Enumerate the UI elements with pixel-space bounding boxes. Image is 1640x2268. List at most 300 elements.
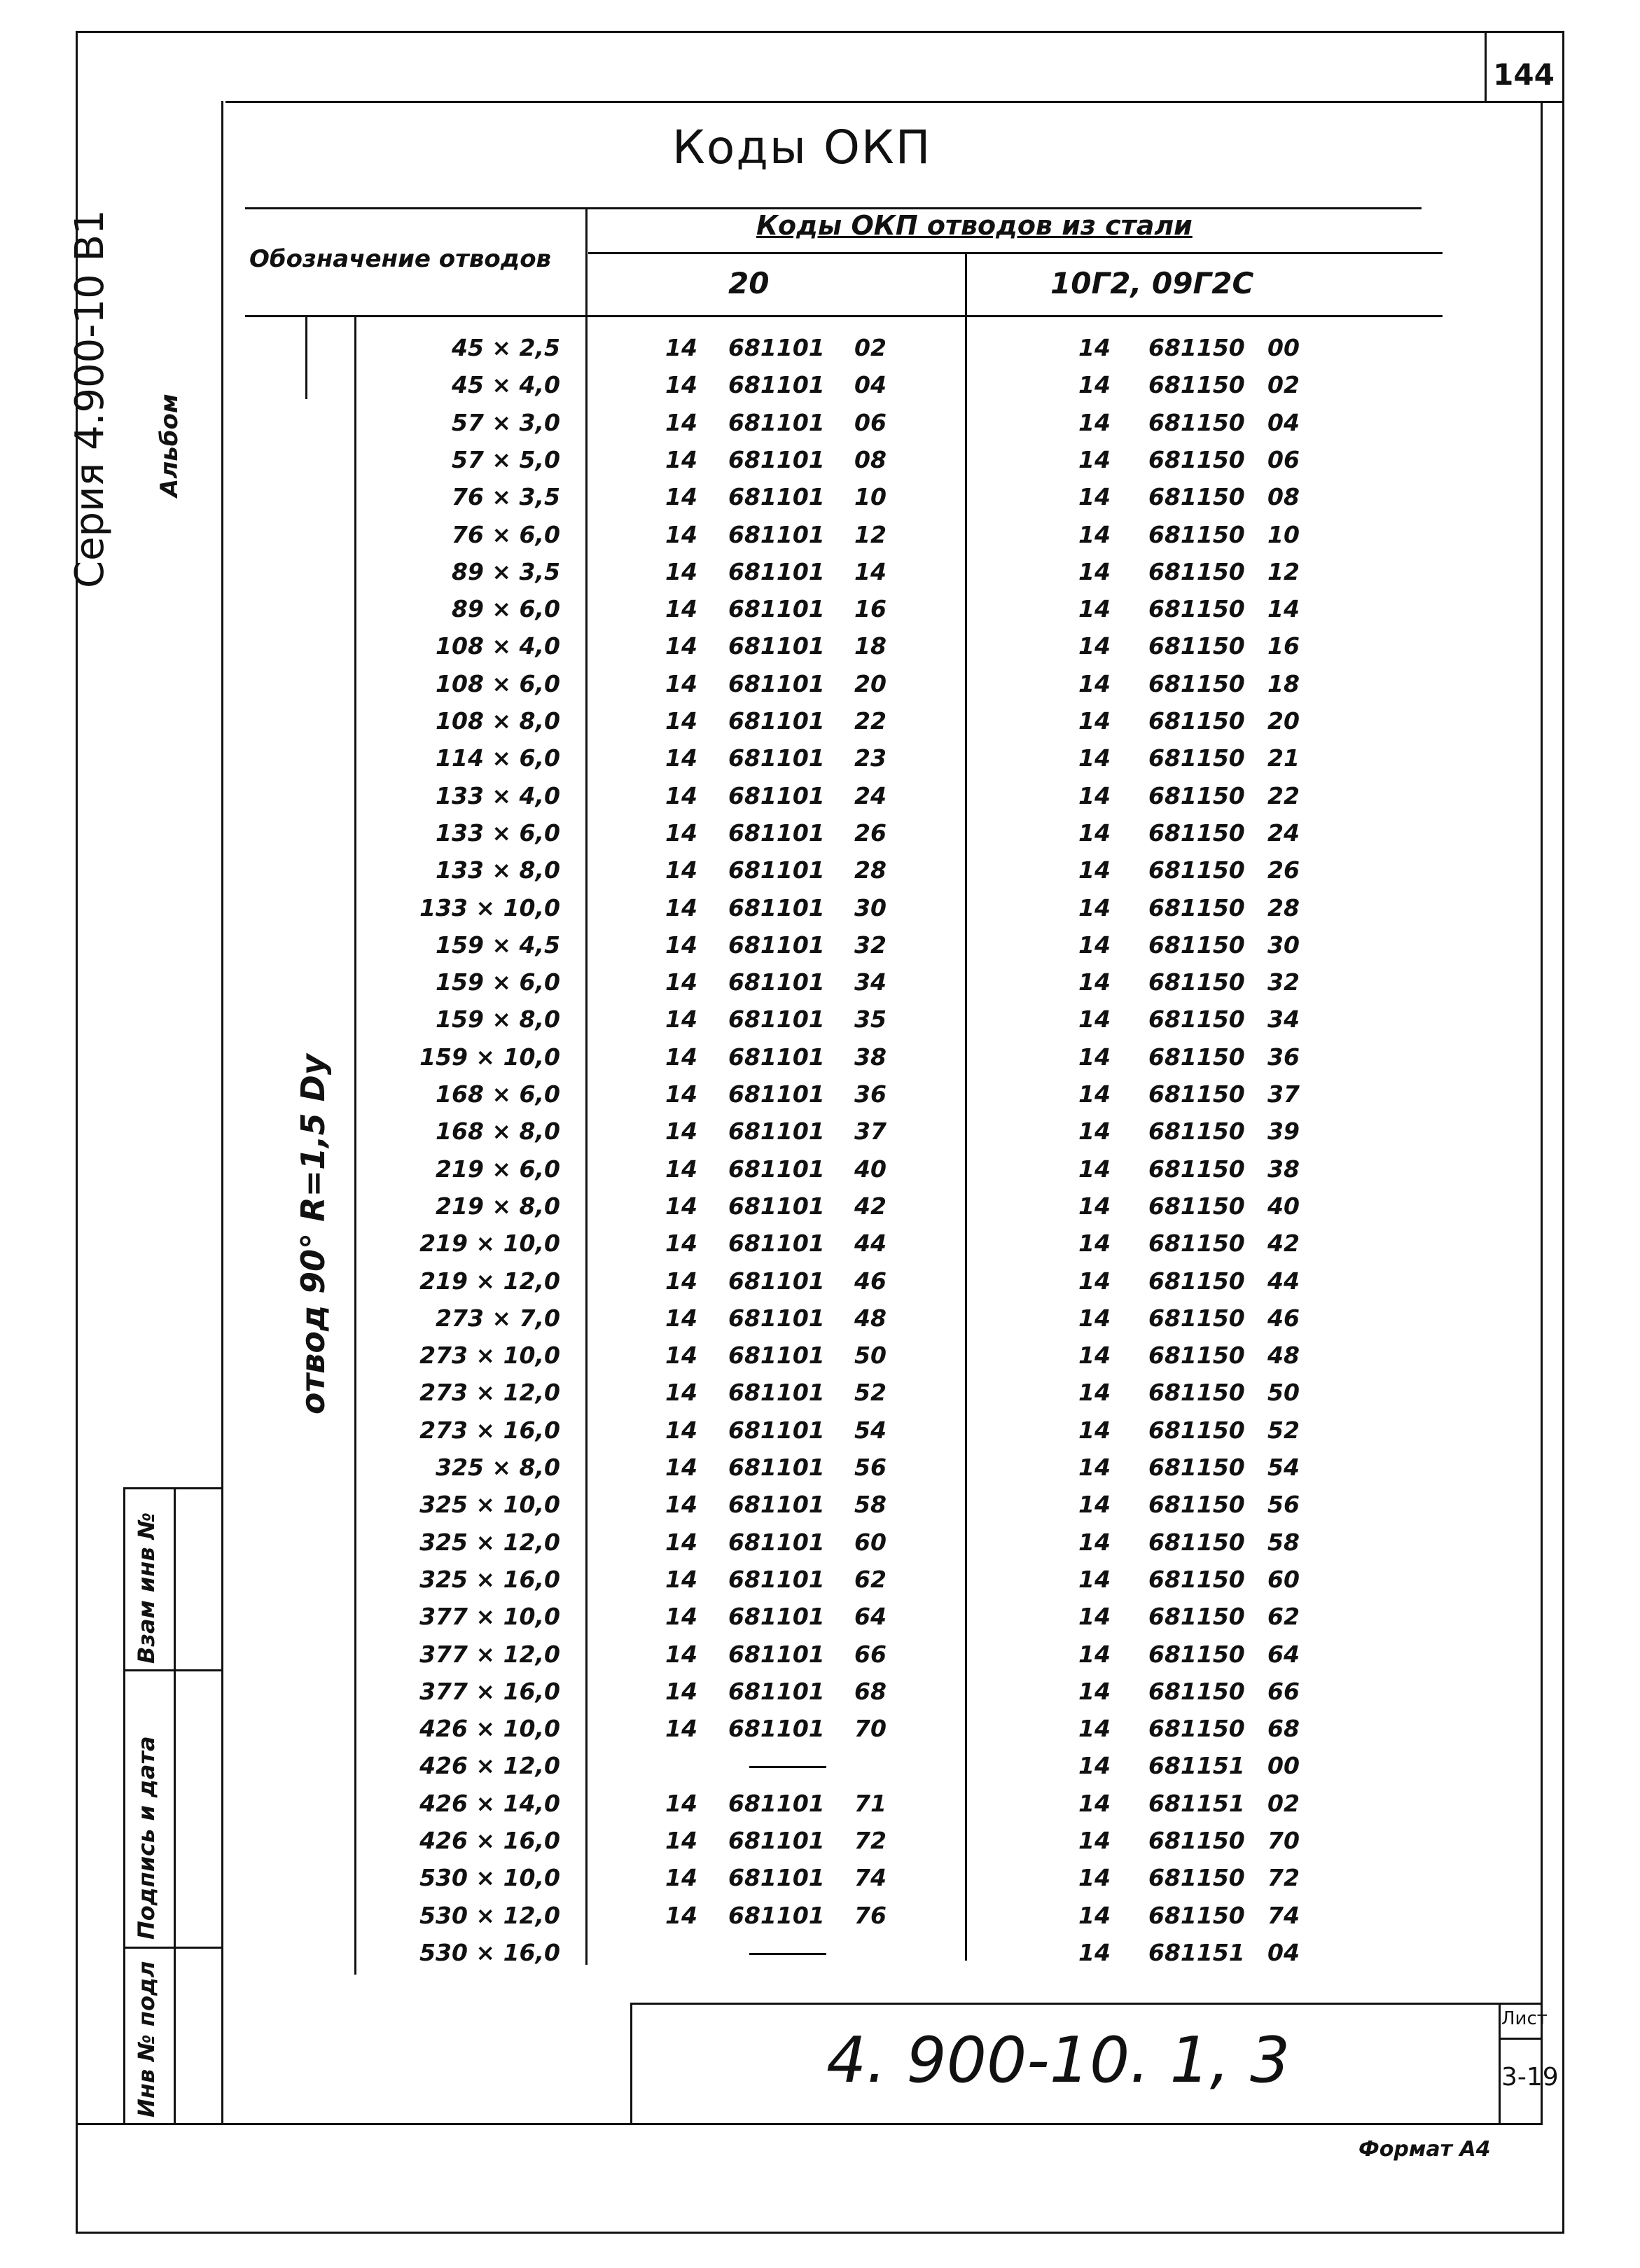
code-10g2-part: 681150 — [1148, 893, 1245, 921]
code-20-part: 14 — [665, 483, 697, 511]
code-10g2-part: 34 — [1267, 1006, 1300, 1034]
code-10g2-part: 20 — [1267, 707, 1300, 735]
table-row — [0, 739, 1471, 777]
code-20-part: 681101 — [728, 781, 825, 809]
table-row — [0, 1150, 1471, 1188]
code-10g2-part: 14 — [1078, 819, 1111, 847]
code-10g2-part: 39 — [1267, 1118, 1300, 1146]
designation-cell: 108 × 8,0 — [436, 707, 560, 735]
code-20-part: 10 — [854, 483, 887, 511]
code-10g2-part: 681150 — [1148, 1827, 1245, 1854]
code-10g2-part: 32 — [1267, 968, 1300, 996]
code-20-part: 681101 — [728, 595, 825, 623]
designation-cell: 426 × 14,0 — [419, 1789, 560, 1817]
designation-cell: 325 × 10,0 — [419, 1491, 560, 1519]
code-10g2-part: 14 — [1078, 1715, 1111, 1743]
doc-code: 4. 900-10. 1, 3 — [826, 2024, 1291, 2097]
code-10g2-part: 14 — [1078, 1080, 1111, 1108]
code-20-part: 14 — [665, 819, 697, 847]
code-10g2-part: 14 — [1078, 744, 1111, 772]
code-20-part: 23 — [854, 744, 887, 772]
designation-cell: 377 × 12,0 — [419, 1640, 560, 1668]
code-10g2-part: 681150 — [1148, 1304, 1245, 1332]
code-10g2-part: 681150 — [1148, 1901, 1245, 1929]
designation-cell: 377 × 10,0 — [419, 1603, 560, 1631]
table-row — [0, 1300, 1471, 1337]
designation-cell: 45 × 4,0 — [451, 371, 560, 399]
code-20-part: 14 — [665, 744, 697, 772]
code-20-part: 14 — [665, 1491, 697, 1519]
code-20-part: 681101 — [728, 856, 825, 884]
designation-cell: 273 × 16,0 — [419, 1416, 560, 1444]
code-20-part: 14 — [665, 1342, 697, 1370]
table-row — [0, 404, 1471, 441]
code-20-part: 681101 — [728, 819, 825, 847]
code-10g2-part: 14 — [1078, 1528, 1111, 1556]
table-row — [0, 926, 1471, 963]
code-10g2-part: 681150 — [1148, 744, 1245, 772]
designation-cell: 108 × 4,0 — [436, 632, 560, 660]
code-20-part: 16 — [854, 595, 887, 623]
designation-cell: 159 × 10,0 — [419, 1043, 560, 1071]
code-10g2-part: 681150 — [1148, 1565, 1245, 1593]
code-20-part: 28 — [854, 856, 887, 884]
code-20-part: 681101 — [728, 632, 825, 660]
code-10g2-part: 681150 — [1148, 1342, 1245, 1370]
code-10g2-part: 21 — [1267, 744, 1300, 772]
code-10g2-part: 14 — [1078, 781, 1111, 809]
code-20-part: 24 — [854, 781, 887, 809]
table-row — [0, 627, 1471, 665]
code-10g2-part: 681151 — [1148, 1938, 1245, 1966]
code-20-part: 681101 — [728, 931, 825, 959]
designation-cell: 530 × 10,0 — [419, 1864, 560, 1892]
code-20-part: 14 — [665, 1603, 697, 1631]
code-10g2-part: 681151 — [1148, 1752, 1245, 1780]
code-10g2-part: 37 — [1267, 1080, 1300, 1108]
code-20-part: 14 — [665, 1454, 697, 1481]
code-10g2-part: 681150 — [1148, 931, 1245, 959]
code-10g2-part: 00 — [1267, 334, 1300, 361]
code-20-part: 08 — [854, 445, 887, 473]
code-20-part: 681101 — [728, 334, 825, 361]
code-20-part: 70 — [854, 1715, 887, 1743]
title-block-top — [630, 2003, 1541, 2005]
code-20-part: 14 — [665, 1565, 697, 1593]
code-20-part: 54 — [854, 1416, 887, 1444]
header-top-line — [245, 207, 1422, 209]
code-20-part: 14 — [665, 408, 697, 436]
code-20-part: 14 — [665, 445, 697, 473]
code-10g2-part: 14 — [1078, 1043, 1111, 1071]
code-20-part: 681101 — [728, 520, 825, 548]
code-10g2-part: 681150 — [1148, 1379, 1245, 1407]
code-20-part: 30 — [854, 893, 887, 921]
code-20-part: 14 — [665, 1192, 697, 1220]
code-10g2-part: 24 — [1267, 819, 1300, 847]
code-20-part: 14 — [665, 1006, 697, 1034]
code-20-part: 681101 — [728, 893, 825, 921]
code-10g2-part: 14 — [1078, 1603, 1111, 1631]
code-10g2-part: 14 — [1078, 1118, 1111, 1146]
code-10g2-part: 681150 — [1148, 781, 1245, 809]
table-row — [0, 553, 1471, 590]
table-row — [0, 889, 1471, 926]
designation-cell: 325 × 8,0 — [436, 1454, 560, 1481]
steel-20-header: 20 — [728, 266, 770, 300]
code-10g2-part: 14 — [1267, 595, 1300, 623]
code-10g2-part: 66 — [1267, 1677, 1300, 1705]
designation-cell: 76 × 3,5 — [451, 483, 560, 511]
code-10g2-part: 14 — [1078, 1155, 1111, 1183]
code-10g2-part: 14 — [1078, 669, 1111, 697]
code-10g2-part: 16 — [1267, 632, 1300, 660]
code-20-part: 14 — [665, 669, 697, 697]
designation-cell: 325 × 12,0 — [419, 1528, 560, 1556]
code-20-part: 14 — [665, 893, 697, 921]
code-10g2-part: 00 — [1267, 1752, 1300, 1780]
designation-cell: 89 × 6,0 — [451, 595, 560, 623]
replace-inv-label: Взам инв № — [133, 1512, 160, 1664]
code-20-part: 14 — [665, 1901, 697, 1929]
code-10g2-part: 681150 — [1148, 1118, 1245, 1146]
code-10g2-part: 14 — [1078, 1640, 1111, 1668]
designation-cell: 133 × 8,0 — [436, 856, 560, 884]
code-20-part: 14 — [665, 781, 697, 809]
code-10g2-part: 58 — [1267, 1528, 1300, 1556]
code-10g2-part: 70 — [1267, 1827, 1300, 1854]
code-20-part: 36 — [854, 1080, 887, 1108]
code-10g2-part: 40 — [1267, 1192, 1300, 1220]
code-10g2-part: 681150 — [1148, 1080, 1245, 1108]
code-10g2-part: 14 — [1078, 1454, 1111, 1481]
code-10g2-part: 681150 — [1148, 1192, 1245, 1220]
table-row — [0, 1038, 1471, 1076]
code-10g2-part: 22 — [1267, 781, 1300, 809]
code-10g2-part: 48 — [1267, 1342, 1300, 1370]
designation-cell: 168 × 6,0 — [436, 1080, 560, 1108]
code-20-part: 14 — [665, 968, 697, 996]
designation-cell: 530 × 16,0 — [419, 1938, 560, 1966]
code-20-part: 14 — [665, 557, 697, 585]
code-10g2-part: 28 — [1267, 893, 1300, 921]
code-10g2-part: 14 — [1078, 893, 1111, 921]
code-20-part: 681101 — [728, 1342, 825, 1370]
code-10g2-part: 681151 — [1148, 1789, 1245, 1817]
code-10g2-part: 681150 — [1148, 483, 1245, 511]
table-row — [0, 516, 1471, 553]
code-10g2-part: 14 — [1078, 595, 1111, 623]
designation-cell: 159 × 6,0 — [436, 968, 560, 996]
code-20-part: 76 — [854, 1901, 887, 1929]
inv-orig-label: Инв № подл — [133, 1961, 160, 2117]
code-20-part: 40 — [854, 1155, 887, 1183]
code-10g2-part: 681150 — [1148, 819, 1245, 847]
code-20-part: 14 — [665, 371, 697, 399]
designation-cell: 219 × 6,0 — [436, 1155, 560, 1183]
code-20-part: 14 — [665, 1640, 697, 1668]
code-10g2-part: 14 — [1078, 557, 1111, 585]
code-20-part: 71 — [854, 1789, 887, 1817]
code-20-part: 681101 — [728, 1080, 825, 1108]
code-20-part: 14 — [665, 595, 697, 623]
code-10g2-part: 14 — [1078, 1304, 1111, 1332]
code-20-part: 14 — [665, 1304, 697, 1332]
code-20-part: 14 — [665, 1677, 697, 1705]
code-10g2-part: 04 — [1267, 1938, 1300, 1966]
code-10g2-part: 681150 — [1148, 1603, 1245, 1631]
code-20-part: 66 — [854, 1640, 887, 1668]
code-20-part: 06 — [854, 408, 887, 436]
code-20-part: 14 — [665, 1827, 697, 1854]
table-row — [0, 329, 1471, 366]
code-10g2-part: 14 — [1078, 408, 1111, 436]
designation-header: Обозначение отводов — [249, 245, 552, 273]
code-20-part: 14 — [665, 1715, 697, 1743]
sign-date-label: Подпись и дата — [133, 1736, 160, 1940]
code-10g2-part: 681150 — [1148, 408, 1245, 436]
code-20-part: 14 — [665, 1155, 697, 1183]
code-20-part: 681101 — [728, 1789, 825, 1817]
table-row — [0, 366, 1471, 403]
code-20-part: 35 — [854, 1006, 887, 1034]
code-20-part: 681101 — [728, 1006, 825, 1034]
code-20-part: 681101 — [728, 1043, 825, 1071]
designation-cell: 159 × 8,0 — [436, 1006, 560, 1034]
code-10g2-part: 14 — [1078, 1827, 1111, 1854]
code-10g2-part: 74 — [1267, 1901, 1300, 1929]
code-10g2-part: 52 — [1267, 1416, 1300, 1444]
series-label: Серия 4.900-10 В1 — [67, 209, 113, 588]
code-20-part: 681101 — [728, 557, 825, 585]
code-10g2-part: 681150 — [1148, 1155, 1245, 1183]
designation-cell: 57 × 5,0 — [451, 445, 560, 473]
designation-cell: 377 × 16,0 — [419, 1677, 560, 1705]
inner-frame-right — [1541, 101, 1543, 2124]
code-10g2-part: 02 — [1267, 1789, 1300, 1817]
code-10g2-part: 36 — [1267, 1043, 1300, 1071]
sheet-label: Лист — [1501, 2008, 1548, 2029]
code-10g2-part: 14 — [1078, 483, 1111, 511]
table-row — [0, 777, 1471, 814]
code-20-part: 681101 — [728, 1416, 825, 1444]
code-20-part: 18 — [854, 632, 887, 660]
code-20-part: 14 — [665, 1379, 697, 1407]
code-10g2-part: 14 — [1078, 1342, 1111, 1370]
code-10g2-part: 14 — [1078, 1752, 1111, 1780]
code-20-part: 42 — [854, 1192, 887, 1220]
designation-cell: 133 × 6,0 — [436, 819, 560, 847]
code-20-part: 681101 — [728, 1528, 825, 1556]
page-title: Коды ОКП — [672, 120, 932, 174]
code-20-part: 52 — [854, 1379, 887, 1407]
designation-cell: 76 × 6,0 — [451, 520, 560, 548]
code-20-part: 32 — [854, 931, 887, 959]
code-20-part: 14 — [665, 1416, 697, 1444]
code-20-part: 681101 — [728, 1677, 825, 1705]
group-header: Коды ОКП отводов из стали — [756, 210, 1193, 241]
code-10g2-part: 681150 — [1148, 1454, 1245, 1481]
code-20-part: 14 — [665, 1118, 697, 1146]
code-10g2-part: 10 — [1267, 520, 1300, 548]
code-10g2-part: 14 — [1078, 707, 1111, 735]
code-10g2-part: 62 — [1267, 1603, 1300, 1631]
code-10g2-part: 681150 — [1148, 1491, 1245, 1519]
code-20-part: 14 — [665, 1528, 697, 1556]
code-20-part: 681101 — [728, 1565, 825, 1593]
no-code-dash — [749, 1953, 826, 1955]
code-10g2-part: 681150 — [1148, 1528, 1245, 1556]
side-stamp-row-1 — [123, 1669, 221, 1671]
code-10g2-part: 681150 — [1148, 1715, 1245, 1743]
code-10g2-part: 44 — [1267, 1267, 1300, 1295]
table-row — [0, 814, 1471, 851]
code-10g2-part: 681150 — [1148, 1864, 1245, 1892]
code-10g2-part: 14 — [1078, 931, 1111, 959]
code-20-part: 681101 — [728, 1603, 825, 1631]
code-10g2-part: 681150 — [1148, 371, 1245, 399]
designation-cell: 57 × 3,0 — [451, 408, 560, 436]
code-20-part: 681101 — [728, 1304, 825, 1332]
code-20-part: 681101 — [728, 707, 825, 735]
table-row — [0, 1188, 1471, 1225]
table-row — [0, 963, 1471, 1001]
code-10g2-part: 64 — [1267, 1640, 1300, 1668]
table-row — [0, 665, 1471, 702]
code-10g2-part: 14 — [1078, 1491, 1111, 1519]
code-10g2-part: 72 — [1267, 1864, 1300, 1892]
code-20-part: 12 — [854, 520, 887, 548]
code-10g2-part: 38 — [1267, 1155, 1300, 1183]
table-row — [0, 478, 1471, 515]
code-20-part: 37 — [854, 1118, 887, 1146]
table-row — [0, 1449, 1471, 1486]
table-row — [0, 1001, 1471, 1038]
code-10g2-part: 14 — [1078, 856, 1111, 884]
table-row — [0, 1113, 1471, 1150]
designation-cell: 219 × 12,0 — [419, 1267, 560, 1295]
code-20-part: 14 — [665, 1267, 697, 1295]
designation-cell: 168 × 8,0 — [436, 1118, 560, 1146]
code-10g2-part: 14 — [1078, 1789, 1111, 1817]
designation-cell: 159 × 4,5 — [436, 931, 560, 959]
code-20-part: 62 — [854, 1565, 887, 1593]
code-10g2-part: 681150 — [1148, 632, 1245, 660]
side-stamp-row-2 — [123, 1947, 221, 1949]
code-10g2-part: 04 — [1267, 408, 1300, 436]
code-20-part: 74 — [854, 1864, 887, 1892]
code-10g2-part: 14 — [1078, 520, 1111, 548]
table-row — [0, 1225, 1471, 1262]
code-10g2-part: 14 — [1078, 371, 1111, 399]
designation-cell: 273 × 12,0 — [419, 1379, 560, 1407]
code-20-part: 681101 — [728, 669, 825, 697]
code-10g2-part: 14 — [1078, 1192, 1111, 1220]
table-row — [0, 1374, 1471, 1411]
code-10g2-part: 46 — [1267, 1304, 1300, 1332]
table-row — [0, 1412, 1471, 1449]
code-10g2-part: 681150 — [1148, 557, 1245, 585]
code-20-part: 26 — [854, 819, 887, 847]
code-20-part: 14 — [665, 931, 697, 959]
designation-cell: 108 × 6,0 — [436, 669, 560, 697]
code-10g2-part: 681150 — [1148, 595, 1245, 623]
sheet-box-left — [1499, 2003, 1501, 2124]
code-10g2-part: 681150 — [1148, 856, 1245, 884]
side-stamp-col — [174, 1487, 176, 2123]
designation-cell: 89 × 3,5 — [451, 557, 560, 585]
code-20-part: 22 — [854, 707, 887, 735]
code-10g2-part: 56 — [1267, 1491, 1300, 1519]
code-20-part: 14 — [665, 334, 697, 361]
code-20-part: 46 — [854, 1267, 887, 1295]
code-10g2-part: 14 — [1078, 1864, 1111, 1892]
code-20-part: 50 — [854, 1342, 887, 1370]
code-20-part: 681101 — [728, 408, 825, 436]
code-20-part: 14 — [665, 856, 697, 884]
code-20-part: 14 — [665, 1230, 697, 1258]
code-20-part: 68 — [854, 1677, 887, 1705]
code-10g2-part: 681150 — [1148, 1677, 1245, 1705]
code-10g2-part: 681150 — [1148, 334, 1245, 361]
designation-cell: 426 × 12,0 — [419, 1752, 560, 1780]
designation-cell: 114 × 6,0 — [436, 744, 560, 772]
code-10g2-part: 14 — [1078, 1230, 1111, 1258]
code-20-part: 14 — [665, 707, 697, 735]
code-10g2-part: 681150 — [1148, 445, 1245, 473]
code-20-part: 681101 — [728, 483, 825, 511]
table-row — [0, 1337, 1471, 1374]
code-10g2-part: 14 — [1078, 1938, 1111, 1966]
code-10g2-part: 18 — [1267, 669, 1300, 697]
code-10g2-part: 02 — [1267, 371, 1300, 399]
code-20-part: 681101 — [728, 1454, 825, 1481]
designation-cell: 133 × 4,0 — [436, 781, 560, 809]
code-10g2-part: 14 — [1078, 968, 1111, 996]
designation-cell: 45 × 2,5 — [451, 334, 560, 361]
code-20-part: 14 — [665, 1789, 697, 1817]
designation-cell: 273 × 7,0 — [436, 1304, 560, 1332]
code-10g2-part: 681150 — [1148, 669, 1245, 697]
code-20-part: 02 — [854, 334, 887, 361]
designation-cell: 325 × 16,0 — [419, 1565, 560, 1593]
code-20-part: 14 — [665, 1864, 697, 1892]
group-label: отвод 90° R=1,5 Dy — [294, 1054, 332, 1414]
designation-cell: 426 × 10,0 — [419, 1715, 560, 1743]
sheet-number: 3-19 — [1501, 2063, 1559, 2092]
code-10g2-part: 54 — [1267, 1454, 1300, 1481]
code-20-part: 04 — [854, 371, 887, 399]
code-10g2-part: 08 — [1267, 483, 1300, 511]
code-10g2-part: 42 — [1267, 1230, 1300, 1258]
code-20-part: 681101 — [728, 445, 825, 473]
code-10g2-part: 14 — [1078, 1677, 1111, 1705]
header-bottom-line — [245, 315, 1443, 317]
code-10g2-part: 681150 — [1148, 1006, 1245, 1034]
code-20-part: 681101 — [728, 1827, 825, 1854]
code-10g2-part: 681150 — [1148, 1640, 1245, 1668]
code-20-part: 14 — [665, 520, 697, 548]
code-20-part: 44 — [854, 1230, 887, 1258]
code-20-part: 681101 — [728, 1192, 825, 1220]
table-row — [0, 851, 1471, 889]
code-20-part: 14 — [854, 557, 887, 585]
code-10g2-part: 14 — [1078, 1267, 1111, 1295]
designation-cell: 133 × 10,0 — [419, 893, 560, 921]
code-20-part: 60 — [854, 1528, 887, 1556]
code-10g2-part: 681150 — [1148, 1267, 1245, 1295]
table-row — [0, 1262, 1471, 1300]
